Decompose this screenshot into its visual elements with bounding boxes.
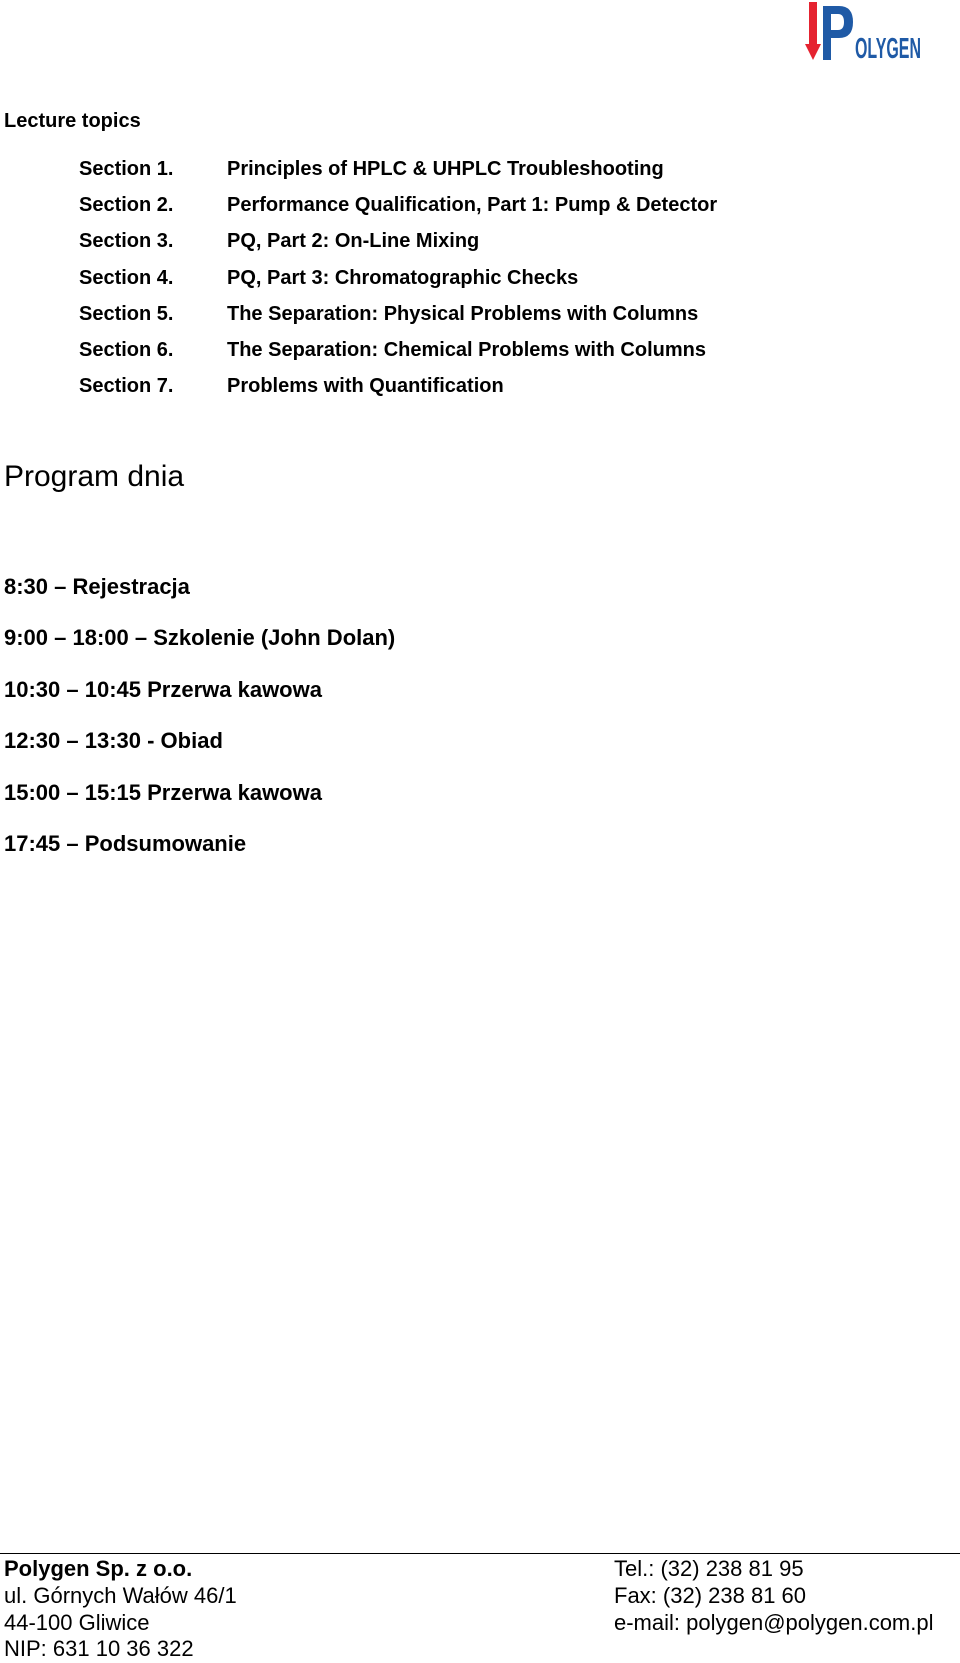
- phone-number: Tel.: (32) 238 81 95: [614, 1556, 804, 1581]
- section-number: Section 2.: [79, 194, 174, 217]
- section-title: The Separation: Chemical Problems with Columns: [227, 338, 706, 361]
- schedule-item: 9:00 – 18:00 – Szkolenie (John Dolan): [4, 625, 396, 651]
- svg-text:OLYGEN: OLYGEN: [855, 33, 921, 65]
- company-name: Polygen Sp. z o.o.: [4, 1556, 193, 1581]
- tax-id: NIP: 631 10 36 322: [4, 1636, 194, 1662]
- schedule-item: 17:45 – Podsumowanie: [4, 830, 247, 856]
- schedule-item: 10:30 – 10:45 Przerwa kawowa: [4, 676, 322, 702]
- section-title: Principles of HPLC & UHPLC Troubleshooting: [227, 158, 664, 180]
- polygen-logo: [805, 0, 925, 66]
- schedule-item: 8:30 – Rejestracja: [4, 574, 190, 599]
- footer-address: [4, 1556, 237, 1663]
- section-number: Section 7.: [79, 375, 174, 398]
- section-title: PQ, Part 3: Chromatographic Checks: [227, 266, 579, 289]
- section-title: Performance Qualification, Part 1: Pump & Detector: [227, 194, 718, 217]
- section-number: Section 4.: [79, 266, 174, 289]
- section-title: The Separation: Physical Problems with Columns: [227, 302, 699, 325]
- email-address[interactable]: e-mail: polygen@polygen.com.pl: [614, 1609, 934, 1635]
- schedule-item: 12:30 – 13:30 - Obiad: [4, 728, 223, 754]
- footer-divider: [0, 1553, 960, 1554]
- city-address: 44-100 Gliwice: [4, 1609, 150, 1635]
- section-number: Section 6.: [79, 338, 174, 361]
- fax-number: Fax: (32) 238 81 60: [614, 1582, 807, 1608]
- section-title: Problems with Quantification: [227, 375, 504, 398]
- section-number: Section 1.: [79, 158, 174, 180]
- footer-contact: [614, 1556, 934, 1636]
- program-heading: Program dnia: [4, 460, 185, 493]
- section-number: Section 5.: [79, 302, 174, 325]
- schedule-list: [4, 574, 395, 882]
- section-number: Section 3.: [79, 230, 174, 253]
- street-address: ul. Górnych Wałów 46/1: [4, 1582, 237, 1608]
- schedule-item: 15:00 – 15:15 Przerwa kawowa: [4, 779, 322, 805]
- lecture-topics-heading: Lecture topics: [4, 110, 141, 132]
- section-title: PQ, Part 2: On-Line Mixing: [227, 230, 480, 253]
